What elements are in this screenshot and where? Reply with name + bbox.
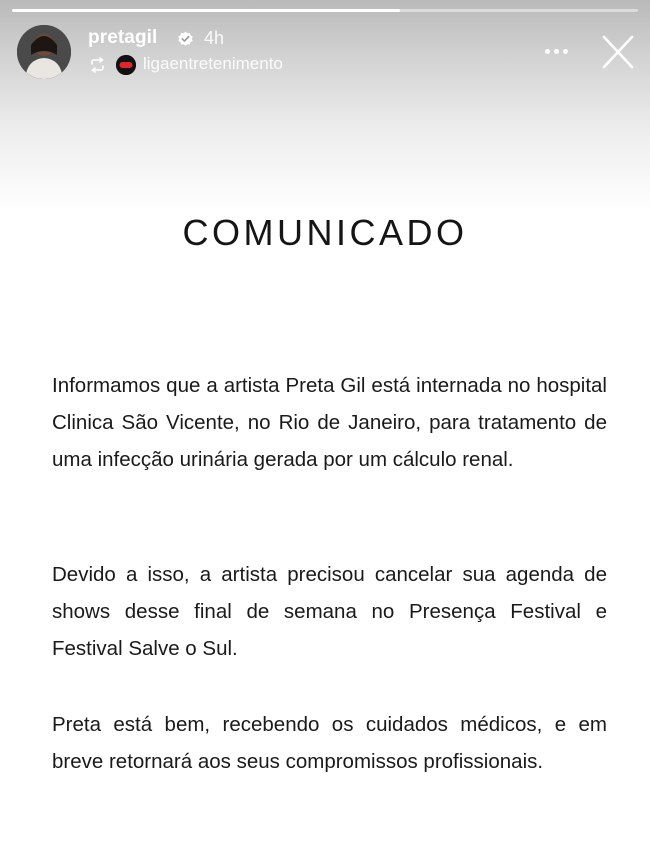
source-account-logo[interactable] bbox=[116, 55, 136, 75]
more-options-button[interactable] bbox=[540, 40, 572, 62]
more-options-dot bbox=[554, 49, 559, 54]
story-progress-bar bbox=[12, 9, 638, 12]
announcement-paragraph-3: Preta está bem, recebendo os cuidados médicos, e em breve retornará aos seus compromissos profissionais. bbox=[52, 713, 607, 773]
source-account-name[interactable]: ligaentretenimento bbox=[143, 54, 283, 73]
story-progress-fill bbox=[12, 9, 400, 12]
announcement-paragraph-2: Devido a isso, a artista precisou cancelar sua agenda de shows desse final de semana no Presença Festival e Festival Salve o Sul. bbox=[52, 563, 607, 660]
verified-badge-icon bbox=[177, 31, 194, 48]
announcement-title: COMUNICADO bbox=[182, 212, 468, 253]
story-username[interactable]: pretagil bbox=[88, 27, 158, 48]
story-timestamp: 4h bbox=[204, 28, 225, 48]
profile-avatar[interactable] bbox=[17, 25, 71, 79]
close-icon[interactable] bbox=[600, 35, 636, 69]
more-options-icon bbox=[545, 49, 550, 54]
more-options-dot bbox=[563, 49, 568, 54]
announcement-paragraph-1: Informamos que a artista Preta Gil está internada no hospital Clinica São Vicente, no Rio de Janeiro, para tratamento de uma infecção urinária gerada por um cálculo renal. bbox=[52, 374, 607, 471]
repost-icon bbox=[89, 57, 106, 73]
